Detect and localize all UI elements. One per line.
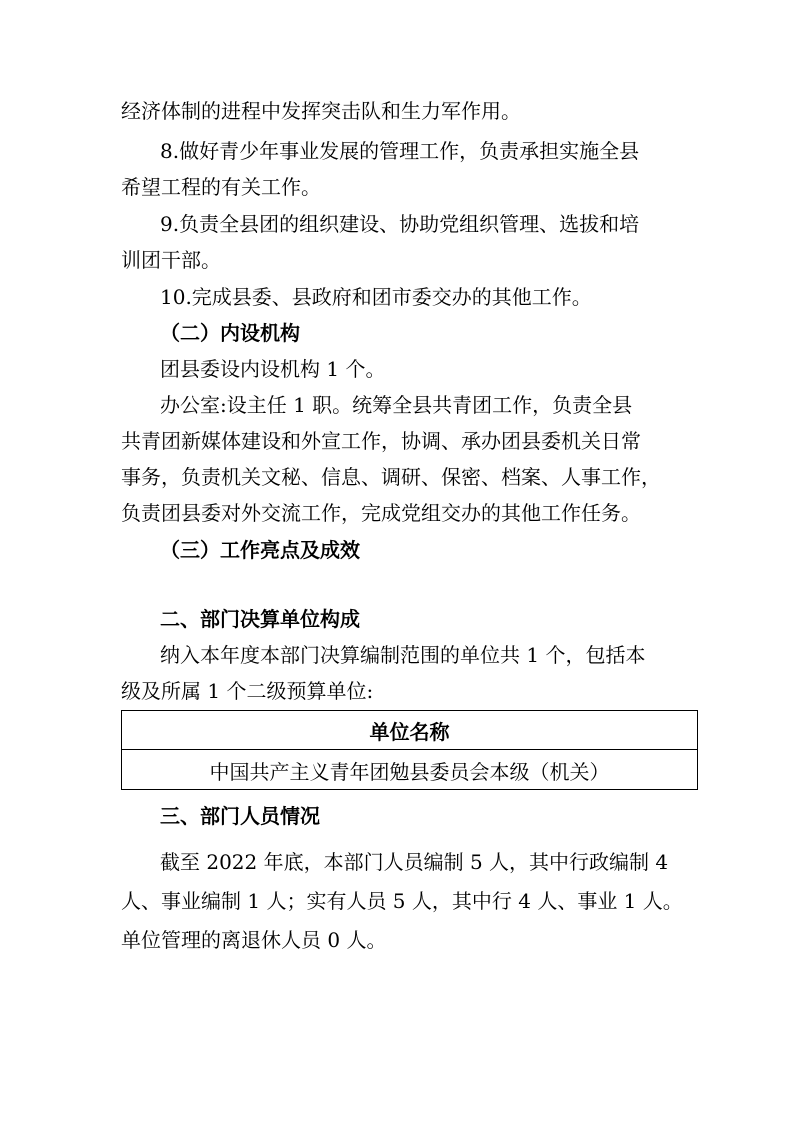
table-divider [122, 749, 697, 750]
text-line: 训团干部。 [121, 248, 221, 272]
text-line: 共青团新媒体建设和外宣工作，协调、承办团县委机关日常 [121, 429, 641, 453]
text-line: 人、事业编制 1 人；实有人员 5 人，其中行 4 人、事业 1 人。 [121, 889, 683, 913]
text-line: 纳入本年度本部门决算编制范围的单位共 1 个，包括本 [160, 643, 646, 667]
section-heading: （二）内设机构 [160, 321, 300, 345]
text-line: 事务，负责机关文秘、信息、调研、保密、档案、人事工作， [121, 465, 661, 489]
text-line: 负责团县委对外交流工作，完成党组交办的其他工作任务。 [121, 501, 641, 525]
section-heading: 二、部门决算单位构成 [160, 607, 360, 631]
section-heading: （三）工作亮点及成效 [160, 538, 360, 562]
text-line: 8.做好青少年事业发展的管理工作，负责承担实施全县 [160, 139, 640, 163]
text-line: 团县委设内设机构 1 个。 [160, 357, 386, 381]
text-line: 9.负责全县团的组织建设、协助党组织管理、选拔和培 [160, 212, 640, 236]
table-header: 单位名称 [369, 720, 450, 744]
text-line: 办公室:设主任 1 职。统筹全县共青团工作，负责全县 [160, 393, 633, 417]
text-line: 希望工程的有关工作。 [121, 175, 321, 199]
text-line: 级及所属 1 个二级预算单位: [121, 679, 374, 703]
text-line: 单位管理的离退休人员 0 人。 [121, 928, 387, 952]
units-table [121, 710, 698, 790]
text-line: 经济体制的进程中发挥突击队和生力军作用。 [121, 99, 521, 123]
section-heading: 三、部门人员情况 [160, 804, 320, 828]
text-line: 截至 2022 年底，本部门人员编制 5 人，其中行政编制 4 [160, 850, 669, 874]
table-row: 中国共产主义青年团勉县委员会本级（机关） [209, 760, 610, 784]
text-line: 10.完成县委、县政府和团市委交办的其他工作。 [160, 285, 592, 309]
